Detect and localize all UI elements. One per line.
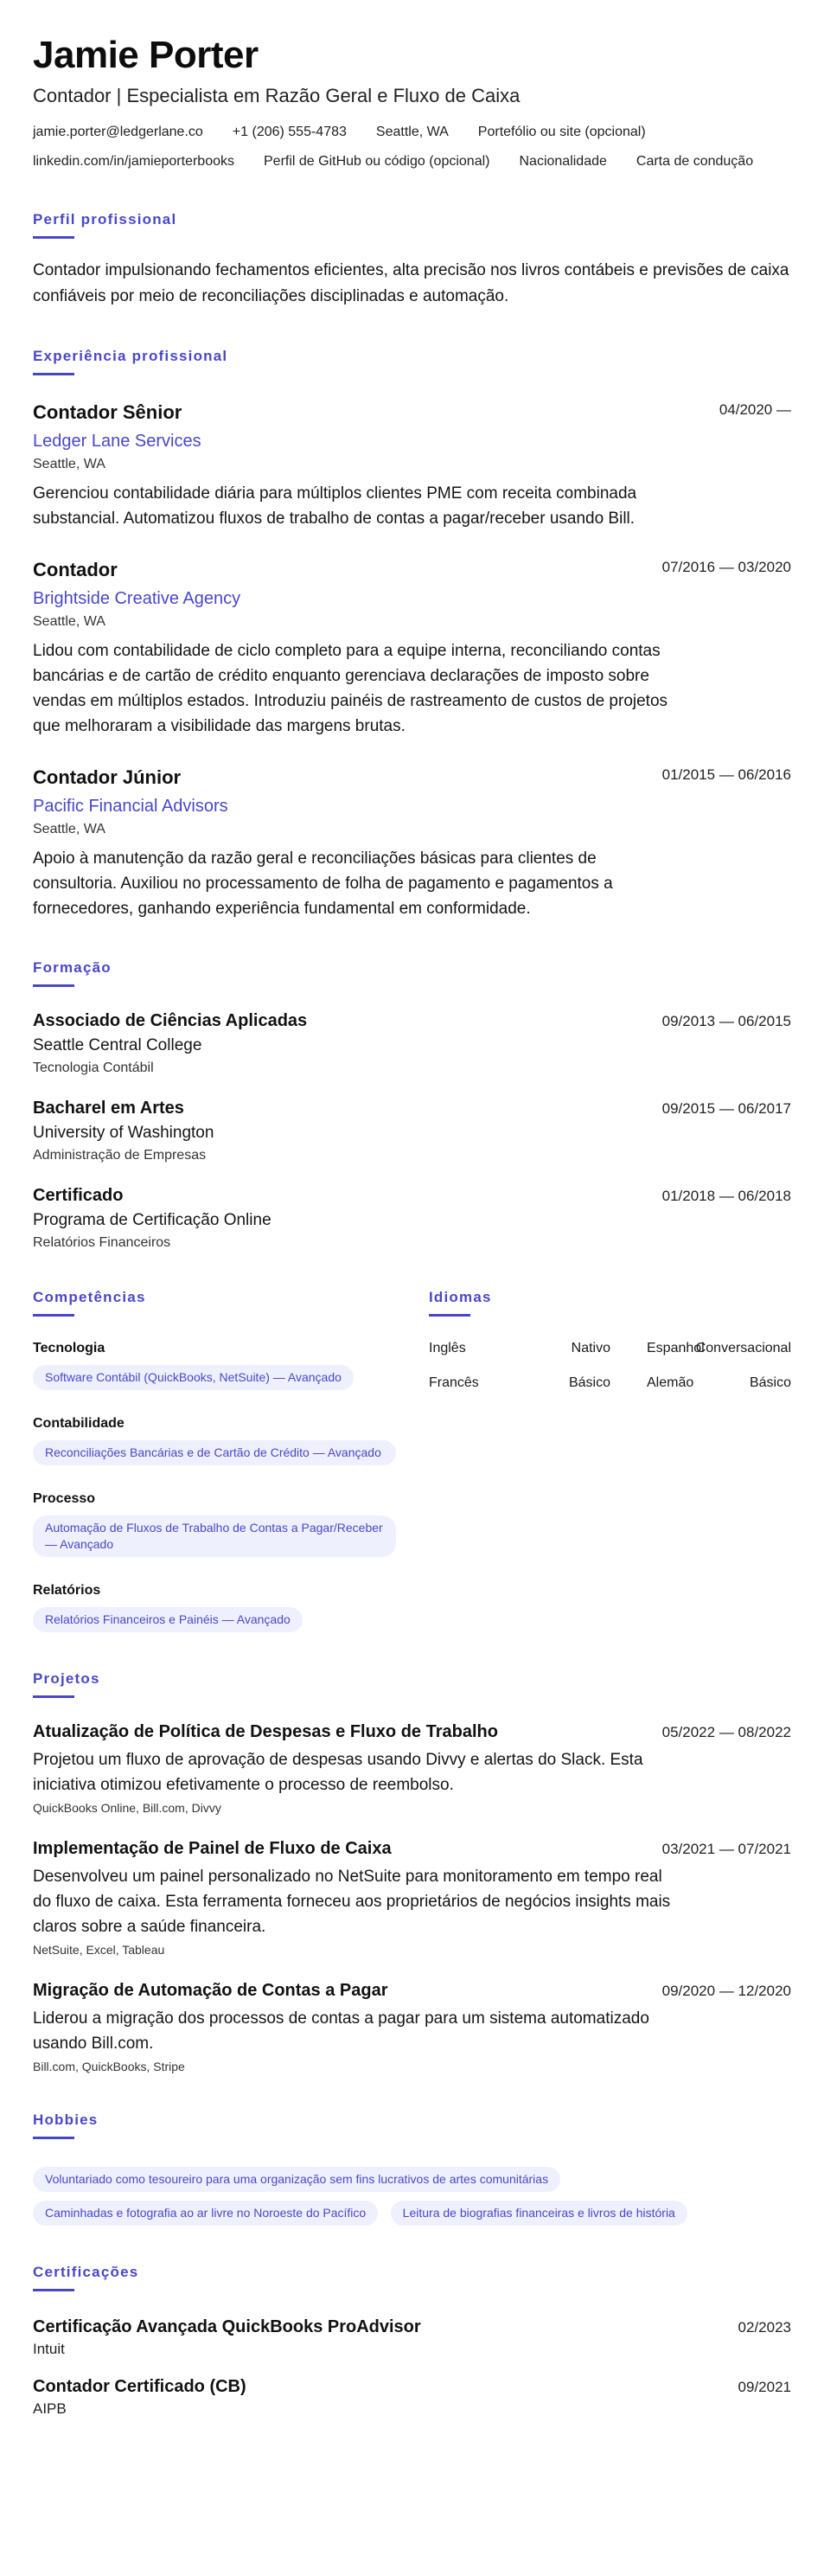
education-degree: Bacharel em Artes [33, 1099, 184, 1118]
job-location: Seattle, WA [33, 614, 105, 629]
section-rule [429, 1314, 470, 1317]
skill-chip: Relatórios Financeiros e Painéis — Avançado [33, 1607, 303, 1632]
section-title-education: Formação [33, 959, 112, 976]
education-degree: Associado de Ciências Aplicadas [33, 1011, 308, 1030]
hobby-chip: Voluntariado como tesoureiro para uma organização sem fins lucrativos de artes comunitárias [33, 2167, 560, 2192]
language-name: Alemão [647, 1375, 694, 1390]
project-date: 03/2021 — 07/2021 [661, 1841, 791, 1857]
section-rule [33, 1695, 74, 1698]
job-location: Seattle, WA [33, 457, 105, 471]
education-section [33, 959, 791, 1251]
certifications-section [33, 2264, 791, 2418]
candidate-headline: Contador | Especialista em Razão Geral e Fluxo de Caixa [33, 85, 521, 106]
certification-date: 02/2023 [738, 2319, 791, 2336]
certification-title: Certificação Avançada QuickBooks ProAdvisor [33, 2317, 421, 2336]
certification-issuer: AIPB [33, 2400, 67, 2417]
contact-portfolio[interactable]: Portefólio ou site (opcional) [477, 125, 646, 139]
contact-github[interactable]: Perfil de GitHub ou código (opcional) [264, 154, 490, 169]
education-item [33, 1186, 791, 1251]
section-rule [33, 236, 74, 239]
contact-location: Seattle, WA [375, 125, 449, 139]
education-item [33, 1099, 791, 1163]
skill-category: Contabilidade [33, 1416, 125, 1431]
project-title: Migração de Automação de Contas a Pagar [33, 1981, 388, 2000]
project-item [33, 1839, 791, 1957]
language-name: Espanhol [647, 1341, 705, 1355]
job-description: Apoio à manutenção da razão geral e reconciliações básicas para clientes de consultoria. Auxiliou no processamento de folha de pagamento e pagamentos a fornecedores, ganhando experiência fundamental em conformidade. [33, 849, 613, 918]
skills-section [33, 1289, 396, 1632]
section-title-languages: Idiomas [429, 1289, 492, 1305]
experience-item [33, 765, 791, 921]
experience-section [33, 348, 791, 921]
profile-summary: Contador impulsionando fechamentos eficientes, alta precisão nos livros contábeis e previsões de caixa confiáveis por meio de reconciliações disciplinadas e automação. [33, 261, 789, 305]
section-title-hobbies: Hobbies [33, 2111, 99, 2128]
education-date: 01/2018 — 06/2018 [661, 1188, 791, 1204]
education-degree: Certificado [33, 1186, 124, 1205]
language-name: Francês [429, 1375, 479, 1390]
section-title-skills: Competências [33, 1289, 146, 1305]
education-field: Administração de Empresas [33, 1148, 207, 1163]
section-rule [33, 1314, 74, 1317]
project-description: Liderou a migração dos processos de contas a pagar para um sistema automatizado usando Bill.com. [33, 2009, 649, 2053]
contact-email[interactable]: jamie.porter@ledgerlane.co [33, 125, 203, 139]
skill-chip: Software Contábil (QuickBooks, NetSuite) — Avançado [33, 1365, 354, 1390]
education-school: University of Washington [33, 1124, 214, 1142]
job-description: Gerenciou contabilidade diária para múltiplos clientes PME com receita combinada substancial. Automatizou fluxos de trabalho de contas a pagar/receber usando Bill. [33, 484, 637, 528]
certification-title: Contador Certificado (CB) [33, 2377, 246, 2396]
experience-item [33, 557, 791, 739]
education-item [33, 1011, 791, 1076]
hobby-list [33, 2158, 794, 2226]
contact-driving-license: Carta de condução [636, 154, 754, 169]
project-description: Projetou um fluxo de aprovação de despesas usando Divvy e alertas do Slack. Esta iniciativa otimizou efetivamente o processo de reembolso. [33, 1751, 643, 1794]
section-rule [33, 2289, 74, 2291]
languages-grid [429, 1341, 791, 1391]
language-level: Conversacional [695, 1341, 791, 1355]
project-item [33, 1981, 791, 2073]
certification-issuer: Intuit [33, 2341, 65, 2357]
certification-item [33, 2317, 791, 2358]
section-title-certifications: Certificações [33, 2264, 139, 2280]
hobbies-section [33, 2111, 791, 2226]
section-rule [33, 373, 74, 375]
job-title: Contador Júnior [33, 766, 182, 788]
language-name: Inglês [429, 1341, 466, 1355]
project-date: 09/2020 — 12/2020 [661, 1983, 791, 1999]
languages-section [429, 1289, 791, 1632]
section-rule [33, 2137, 74, 2139]
certification-date: 09/2021 [738, 2379, 791, 2395]
profile-section [33, 211, 791, 310]
language-level: Nativo [571, 1341, 610, 1355]
project-item [33, 1722, 791, 1815]
skill-category: Processo [33, 1491, 96, 1506]
contact-list [33, 121, 776, 173]
skills-languages-row [33, 1289, 791, 1632]
education-date: 09/2013 — 06/2015 [661, 1013, 791, 1029]
job-company: Brightside Creative Agency [33, 589, 241, 608]
skill-chip: Reconciliações Bancárias e de Cartão de Crédito — Avançado [33, 1440, 396, 1465]
project-technologies: Bill.com, QuickBooks, Stripe [33, 2060, 185, 2073]
job-title: Contador [33, 559, 118, 580]
contact-phone[interactable]: +1 (206) 555-4783 [232, 125, 347, 139]
language-level: Básico [749, 1375, 791, 1390]
projects-section [33, 1670, 791, 2073]
education-field: Relatórios Financeiros [33, 1235, 171, 1250]
job-description: Lidou com contabilidade de ciclo completo para a equipe interna, reconciliando contas bancárias e de cartão de crédito enquanto gerenciava declarações de imposto sobre vendas em múltiplos estados. Introduziu painéis de rastreamento de custos de projetos que melhoraram a visibilidade das margens brutas. [33, 642, 668, 735]
skill-category: Relatórios [33, 1583, 101, 1598]
language-level: Básico [568, 1375, 610, 1390]
education-school: Programa de Certificação Online [33, 1211, 271, 1229]
section-title-projects: Projetos [33, 1670, 100, 1687]
job-company: Pacific Financial Advisors [33, 797, 228, 816]
project-title: Implementação de Painel de Fluxo de Caixa [33, 1839, 392, 1858]
hobby-chip: Caminhadas e fotografia ao ar livre no Noroeste do Pacífico [33, 2201, 378, 2226]
section-title-experience: Experiência profissional [33, 348, 228, 364]
project-date: 05/2022 — 08/2022 [661, 1724, 791, 1740]
hobby-chip: Leitura de biografias financeiras e livros de história [391, 2201, 687, 2226]
job-date: 04/2020 — [719, 401, 791, 418]
job-location: Seattle, WA [33, 822, 105, 836]
skill-chip: Automação de Fluxos de Trabalho de Contas a Pagar/Receber — Avançado [33, 1515, 396, 1557]
education-school: Seattle Central College [33, 1036, 202, 1054]
section-title-profile: Perfil profissional [33, 211, 177, 227]
job-title: Contador Sênior [33, 401, 182, 423]
candidate-name: Jamie Porter [33, 34, 259, 76]
job-date: 07/2016 — 03/2020 [661, 559, 791, 575]
job-date: 01/2015 — 06/2016 [661, 766, 791, 783]
education-field: Tecnologia Contábil [33, 1061, 154, 1075]
certification-item [33, 2377, 791, 2418]
job-company: Ledger Lane Services [33, 432, 201, 451]
project-description: Desenvolveu um painel personalizado no NetSuite para monitoramento em tempo real do fluxo de caixa. Esta ferramenta forneceu aos proprietários de negócios insights mais claros sobre a saúde financeira. [33, 1868, 671, 1936]
education-date: 09/2015 — 06/2017 [661, 1100, 791, 1117]
contact-nationality: Nacionalidade [519, 154, 607, 169]
project-technologies: QuickBooks Online, Bill.com, Divvy [33, 1801, 221, 1815]
project-title: Atualização de Política de Despesas e Fluxo de Trabalho [33, 1722, 498, 1741]
contact-linkedin[interactable]: linkedin.com/in/jamieporterbooks [33, 154, 234, 169]
project-technologies: NetSuite, Excel, Tableau [33, 1943, 165, 1957]
skill-category: Tecnologia [33, 1341, 105, 1355]
section-rule [33, 984, 74, 987]
experience-item [33, 400, 791, 531]
